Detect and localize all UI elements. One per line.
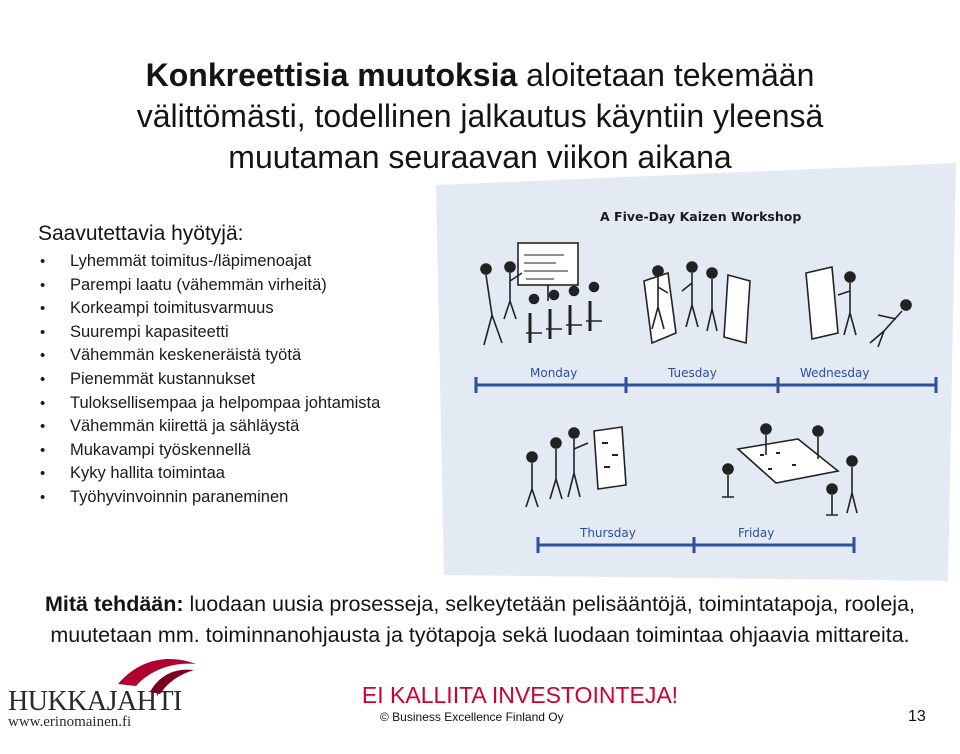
list-item: • Kyky hallita toimintaa (38, 462, 380, 486)
list-item: • Suurempi kapasiteetti (38, 321, 380, 345)
no-investments-callout: EI KALLIITA INVESTOINTEJA! (361, 682, 679, 708)
slide-title-rest: aloitetaan tekemään välittömästi, todellinen jalkautus käyntiin yleensä muutaman seuraavan viikon aikana (136, 57, 824, 175)
day-label-monday: Monday (530, 366, 578, 380)
benefits-list (38, 250, 380, 510)
list-item: • Pienemmät kustannukset (38, 368, 380, 392)
what-we-do-label: Mitä tehdään: (44, 592, 184, 616)
what-we-do-body: luodaan uusia prosesseja, selkeytetään pelisääntöjä, toimintatapoja, rooleja, muutetaan mm. toiminnanohjausta ja työtapoja sekä luodaan toimintaa ohjaavia mittareita. (50, 592, 916, 647)
workshop-title: A Five-Day Kaizen Workshop (600, 209, 802, 224)
list-item: • Parempi laatu (vähemmän virheitä) (38, 274, 380, 298)
day-label-tuesday: Tuesday (668, 366, 717, 380)
hukkajahti-logo (0, 654, 200, 734)
kaizen-workshop-illustration (436, 163, 956, 581)
logo-name: HUKKAJAHTI (8, 686, 182, 717)
list-item: • Korkeampi toimitusvarmuus (38, 297, 380, 321)
day-label-thursday: Thursday (580, 526, 636, 540)
list-item: • Vähemmän kiirettä ja sähläystä (38, 415, 380, 439)
logo-url: www.erinomainen.fi (8, 714, 132, 730)
list-item: • Työhyvinvoinnin paraneminen (38, 486, 380, 510)
copyright-notice: © Business Excellence Finland Oy (380, 710, 564, 724)
what-we-do-text (30, 589, 930, 651)
list-item: • Mukavampi työskennellä (38, 439, 380, 463)
list-item: • Lyhemmät toimitus-/läpimenoajat (38, 250, 380, 274)
list-item: • Tuloksellisempaa ja helpompaa johtamista (38, 392, 380, 416)
slide-title-bold: Konkreettisia muutoksia (145, 57, 518, 93)
page-number: 13 (908, 708, 926, 725)
list-item: • Vähemmän keskeneräistä työtä (38, 344, 380, 368)
benefits-heading: Saavutettavia hyötyjä: (38, 222, 244, 245)
day-label-friday: Friday (738, 526, 775, 540)
day-label-wednesday: Wednesday (800, 366, 870, 380)
slide-title (60, 55, 900, 178)
